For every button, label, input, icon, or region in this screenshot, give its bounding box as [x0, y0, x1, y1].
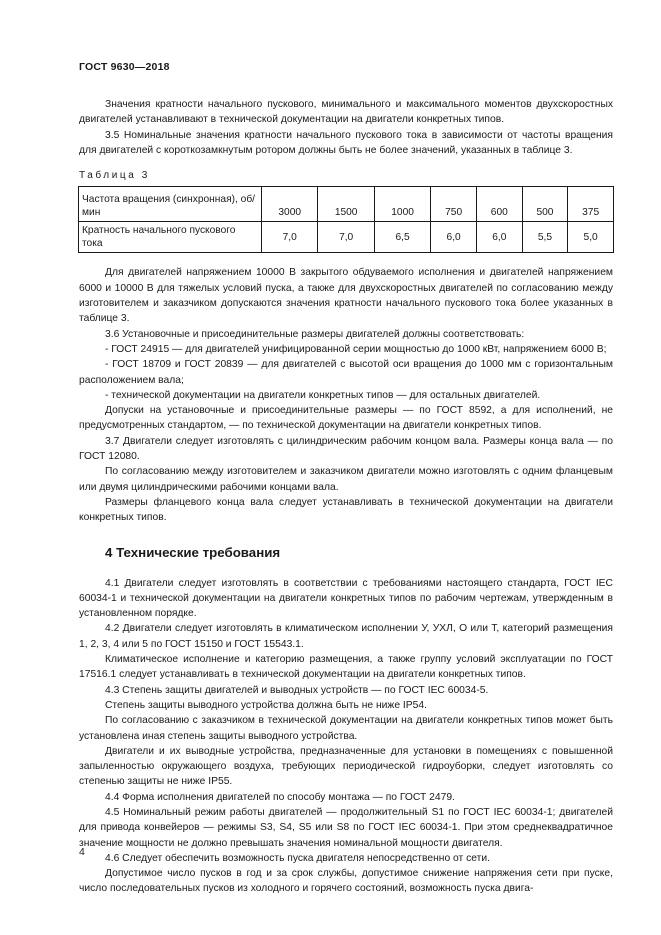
table-cell: 1500	[318, 187, 374, 222]
document-header: ГОСТ 9630—2018	[79, 61, 170, 73]
paragraph: 4.6 Следует обеспечить возможность пуска двигателя непосредственно от сети.	[105, 852, 491, 864]
table-cell: 7,0	[318, 222, 374, 253]
table-cell: 7,0	[262, 222, 318, 253]
paragraph: 4.2 Двигатели следует изготовлять в климатическом исполнении У, УХЛ, О или Т, категорий размещения 1, 2, 3, 4 или 5 по ГОСТ 15150 и ГОСТ 15543.1.	[79, 623, 613, 650]
section-title: 4 Технические требования	[105, 544, 281, 560]
paragraph: 3.5 Номинальные значения кратности начального пускового тока в зависимости от частоты вращения для двигателей с короткозамкнутым ротором должны быть не более значений, указанных в таблице 3.	[79, 129, 613, 156]
paragraph: Для двигателей напряжением 10000 В закрытого обдуваемого исполнения и двигателей напряжением 6000 и 10000 В для тяжелых условий пуска, а также для двухскоростных двигателей по согласованию между изготовителем и заказчиком допускаются значения кратности начального пускового тока более указанных в таблице 3.	[79, 267, 613, 325]
table-cell: 6,0	[431, 222, 477, 253]
table-cell: 5,5	[522, 222, 568, 253]
table-cell: 6,5	[374, 222, 430, 253]
paragraph: 4.5 Номинальный режим работы двигателей — продолжительный S1 по ГОСТ IEC 60034-1; двигателей для привода конвейеров — режимы S3, S4, S5 или S8 по ГОСТ IEC 60034-1. При этом среднеквадратичное значение мощности не должно превышать значения номинальной мощности двигателя.	[79, 806, 613, 849]
page-body	[79, 97, 613, 897]
paragraph: 4.1 Двигатели следует изготовлять в соответствии с требованиями настоящего стандарта, ГОСТ IEC 60034-1 и технической документации на двигатели конкретных типов по рабочим чертежам, утвержденным в установленном порядке.	[79, 577, 613, 620]
paragraph: Двигатели и их выводные устройства, предназначенные для установки в помещениях с повышенной запыленностью окружающего воздуха, требующих периодической гидроуборки, следует изготовлять со степенью защиты не ниже IP55.	[79, 745, 613, 788]
paragraph: Значения кратности начального пускового, минимального и максимального моментов двухскоростных двигателей устанавливают в технической документации на двигатели конкретных типов.	[79, 99, 613, 126]
paragraph: По согласованию между изготовителем и заказчиком двигатели можно изготовлять с одним фланцевым или двумя цилиндрическими рабочими концами вала.	[79, 466, 613, 493]
paragraph: Степень защиты выводного устройства должна быть не ниже IP54.	[105, 699, 427, 711]
page-number: 4	[79, 846, 85, 858]
paragraph: 3.6 Установочные и присоединительные размеры двигателей должны соответствовать:	[105, 328, 525, 340]
paragraph: 4.3 Степень защиты двигателей и выводных устройств — по ГОСТ IEC 60034-5.	[105, 684, 489, 696]
table-row	[79, 187, 614, 222]
table-caption: Таблица 3	[79, 170, 150, 182]
paragraph: Климатическое исполнение и категорию размещения, а также группу условий эксплуатации по ГОСТ 17516.1 следует устанавливать в технической документации на двигатели конкретных типов.	[79, 654, 613, 681]
paragraph: Допуски на установочные и присоединительные размеры — по ГОСТ 8592, а для исполнений, не предусмотренных стандартом, — по технической документации на двигатели конкретных типов.	[79, 405, 613, 432]
table-3	[78, 186, 614, 253]
paragraph: Размеры фланцевого конца вала следует устанавливать в технической документации на двигатели конкретных типов.	[79, 496, 613, 524]
table-cell: 3000	[262, 187, 318, 222]
list-item: - ГОСТ 24915 — для двигателей унифицированной серии мощностью до 1000 кВт, напряжением 6000 В;	[105, 343, 607, 355]
table-cell: 1000	[374, 187, 430, 222]
table-cell: 500	[522, 187, 568, 222]
list-item: - технической документации на двигатели конкретных типов — для остальных двигателей.	[105, 389, 541, 401]
table-row-label: Кратность начального пускового тока	[79, 222, 262, 253]
paragraph: По согласованию с заказчиком в технической документации на двигатели конкретных типов может быть установлена иная степень защиты выводного устройства.	[79, 715, 613, 742]
table-cell: 5,0	[568, 222, 614, 253]
table-cell: 375	[568, 187, 614, 222]
list-item: - ГОСТ 18709 и ГОСТ 20839 — для двигателей с высотой оси вращения до 1000 мм с горизонтальным расположением вала;	[79, 359, 613, 386]
table-cell: 750	[431, 187, 477, 222]
paragraph: Допустимое число пусков в год и за срок службы, допустимое снижение напряжения сети при пуске, число последовательных пусков из холодного и горячего состояний, возможность пуска двига-	[79, 868, 613, 895]
table-cell: 600	[476, 187, 522, 222]
table-cell: 6,0	[476, 222, 522, 253]
paragraph: 4.4 Форма исполнения двигателей по способу монтажа — по ГОСТ 2479.	[105, 791, 455, 803]
paragraph: 3.7 Двигатели следует изготовлять с цилиндрическим рабочим концом вала. Размеры конца вала — по ГОСТ 12080.	[79, 435, 613, 463]
table-row-label: Частота вращения (синхронная), об/мин	[79, 187, 262, 222]
table-row	[79, 222, 614, 253]
